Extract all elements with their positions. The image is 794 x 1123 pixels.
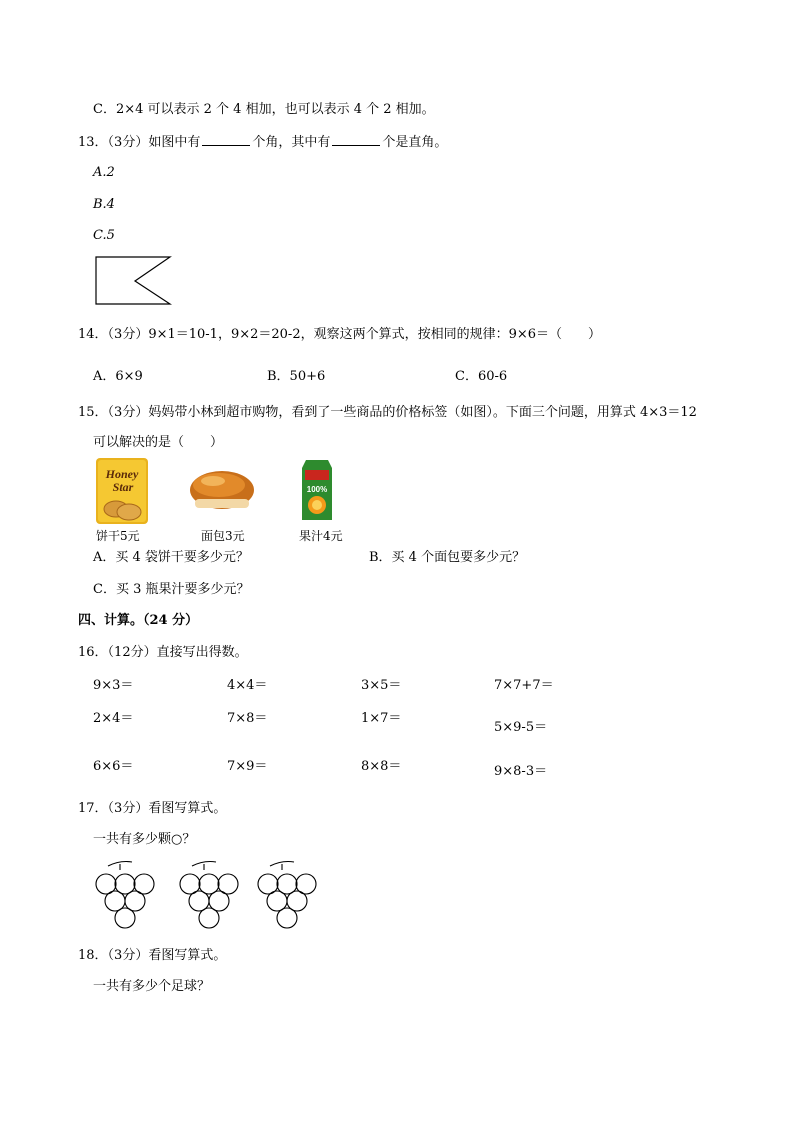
q18-stem: 18．（3分）看图写算式。 [78, 948, 227, 963]
caption-cookies: 饼干5元 [96, 529, 140, 543]
q15-option-b: B．买 4 个面包要多少元？ [369, 550, 526, 565]
q15-stem-line1: 15．（3分）妈妈带小林到超市购物，看到了一些商品的价格标签（如图）。下面三个问题，用算式 4×3＝12 [78, 405, 697, 420]
bread-image [189, 468, 255, 510]
answer-blank[interactable] [332, 133, 380, 146]
caption-juice: 果汁4元 [299, 529, 343, 543]
grape-bunch [180, 862, 238, 929]
q15-stem-line2: 可以解决的是（ ） [93, 435, 224, 450]
q16-item: 1×7＝ [361, 711, 402, 726]
q16-stem: 16．（12分）直接写出得数。 [78, 645, 248, 660]
q15-option-c: C．买 3 瓶果汁要多少元？ [93, 582, 250, 597]
q13-middle: 个角，其中有 [252, 135, 331, 150]
q16-item: 9×3＝ [93, 678, 134, 693]
q17-question: 一共有多少颗○？ [93, 832, 196, 847]
q12-option-c: C．2×4 可以表示 2 个 4 相加，也可以表示 4 个 2 相加。 [93, 102, 435, 117]
q14-option-b: B．50+6 [267, 369, 326, 384]
q14-option-c: C．60-6 [455, 369, 508, 384]
q16-item: 9×8-3＝ [494, 764, 548, 779]
section-4-title: 四、计算。（24 分） [78, 613, 199, 628]
q16-item: 3×5＝ [361, 678, 402, 693]
flag-shape-figure [95, 256, 175, 308]
q13-prefix: 13．（3分）如图中有 [78, 135, 201, 150]
grape-bunches-figure [94, 860, 318, 938]
q13-stem [78, 133, 447, 152]
q16-item: 7×8＝ [227, 711, 268, 726]
q13-option-b: B.4 [93, 197, 115, 212]
q16-item: 8×8＝ [361, 759, 402, 774]
package-text-star: Star [112, 480, 134, 494]
q17-stem: 17．（3分）看图写算式。 [78, 801, 227, 816]
q16-item: 6×6＝ [93, 759, 134, 774]
answer-blank[interactable] [202, 133, 250, 146]
q16-item: 4×4＝ [227, 678, 268, 693]
q14-stem: 14．（3分）9×1＝10-1，9×2＝20-2，观察这两个算式，按相同的规律：9×6＝（ ） [78, 327, 602, 342]
q15-option-a: A．买 4 袋饼干要多少元？ [93, 550, 249, 565]
q16-item: 7×9＝ [227, 759, 268, 774]
cookie-bag-image [96, 458, 148, 524]
q14-option-a: A．6×9 [93, 369, 143, 384]
caption-bread: 面包3元 [201, 529, 245, 543]
q13-suffix: 个是直角。 [382, 135, 448, 150]
q13-option-c: C.5 [93, 228, 115, 243]
juice-box-image [302, 460, 332, 520]
q18-question: 一共有多少个足球？ [93, 979, 211, 994]
q16-item: 5×9-5＝ [494, 720, 548, 735]
q16-item: 7×7+7＝ [494, 678, 554, 693]
grape-bunch [96, 862, 154, 929]
package-text-honey: Honey [105, 467, 139, 481]
q16-item: 2×4＝ [93, 711, 134, 726]
grape-bunch [258, 862, 316, 929]
juice-package-text: 100% [306, 485, 328, 494]
q13-option-a: A.2 [93, 165, 115, 180]
